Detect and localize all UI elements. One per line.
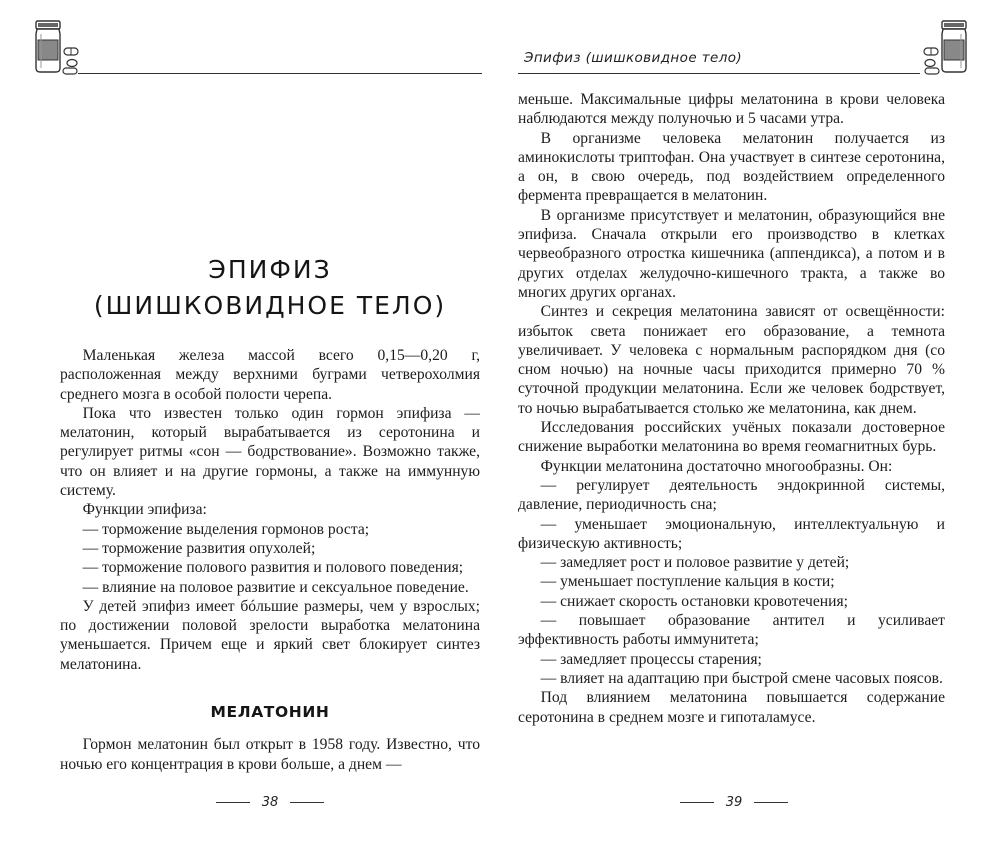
right-body-text	[518, 90, 945, 727]
chapter-title-line: ЭПИФИЗ	[208, 255, 332, 284]
paragraph: Гормон мелатонин был открыт в 1958 году. Известно, что ночью его концентрация в крови больше, а днем —	[60, 736, 480, 773]
page-number	[664, 795, 804, 810]
folio-dash	[680, 802, 714, 803]
list-item: — влияние на половое развитие и сексуальное поведение.	[82, 578, 469, 596]
list-item: — регулирует деятельность эндокринной системы, давление, периодичность сна;	[518, 476, 945, 514]
paragraph: В организме человека мелатонин получается из аминокислоты триптофан. Она участвует в синтезе серотонина, а он, в свою очередь, под воздействием определенного фермента превращается в мелатонин.	[518, 129, 945, 205]
list-item: — уменьшает поступление кальция в кости;	[540, 573, 835, 591]
list-item: — торможение выделения гормонов роста;	[82, 520, 370, 538]
paragraph: Под влиянием мелатонина повышается содержание серотонина в среднем мозге и гипоталамусе.	[518, 689, 945, 726]
header-rule	[78, 73, 482, 74]
list-item: — влияет на адаптацию при быстрой смене часовых поясов.	[540, 669, 943, 687]
left-body-text	[60, 346, 480, 774]
paragraph: В организме присутствует и мелатонин, образующийся вне эпифиза. Сначала открыли его производство в клетках червеобразного отростка кишечника (аппендикса), а потом и в других отделах желудочно-кишечного тракта, а также во многих других органах.	[518, 206, 945, 301]
folio-dash	[290, 802, 324, 803]
page-number	[200, 795, 340, 810]
folio-dash	[754, 802, 788, 803]
paragraph: Маленькая железа массой всего 0,15—0,20 г, расположенная между верхними буграми четверохолмия среднего мозга в особой полости черепа.	[60, 347, 480, 403]
page-number-text: 38	[261, 795, 279, 810]
chapter-title-line: (ШИШКОВИДНОЕ ТЕЛО)	[93, 291, 447, 320]
pill-jar-icon	[28, 18, 88, 76]
paragraph: меньше. Максимальные цифры мелатонина в крови человека наблюдаются между полуночью и 5 часами утра.	[518, 91, 945, 128]
section-title: МЕЛАТОНИН	[210, 703, 330, 722]
pill-jar-icon	[914, 18, 974, 76]
folio-dash	[216, 802, 250, 803]
header-rule	[518, 73, 920, 74]
chapter-title	[60, 252, 480, 324]
paragraph: Исследования российских учёных показали достоверное снижение выработки мелатонина во время геомагнитных бурь.	[518, 419, 945, 456]
page-number-text: 39	[725, 795, 743, 810]
list-item: — снижает скорость остановки кровотечения;	[540, 592, 848, 610]
paragraph: Пока что известен только один гормон эпифиза — мелатонин, который вырабатывается из серотонина и регулирует ритмы «сон — бодрствование». Возможно также, что он влияет и на другие гормоны, а также на иммунную систему.	[60, 404, 480, 500]
paragraph: Синтез и секреция мелатонина зависят от освещённости: избыток света понижает его образование, а темнота увеличивает. У человека с нормальным распорядком дня (со сном ночью) на ночные часы приходится примерно 70 % суточной продукции мелатонина. Если же человек бодрствует, то ночью вырабатывается столько же мелатонина, как днем.	[518, 303, 945, 417]
list-item: — торможение развития опухолей;	[82, 539, 316, 557]
right-page	[500, 0, 1000, 845]
paragraph: Функции мелатонина достаточно многообразны. Он:	[540, 457, 893, 475]
list-item: — торможение полового развития и полового поведения;	[82, 559, 464, 577]
running-head: Эпифиз (шишковидное тело)	[524, 50, 743, 66]
list-item: — повышает образование антител и усиливает эффективность работы иммунитета;	[518, 612, 945, 649]
list-item: — уменьшает эмоциональную, интеллектуальную и физическую активность;	[518, 515, 945, 552]
list-item: — замедляет процессы старения;	[540, 650, 762, 668]
list-item: — замедляет рост и половое развитие у детей;	[540, 554, 850, 572]
paragraph: У детей эпифиз имеет бóльшие размеры, чем у взрослых; по достижении половой зрелости выработка мелатонина уменьшается. Причем еще и яркий свет блокирует синтез мелатонина.	[60, 597, 480, 673]
paragraph: Функции эпифиза:	[82, 501, 207, 519]
